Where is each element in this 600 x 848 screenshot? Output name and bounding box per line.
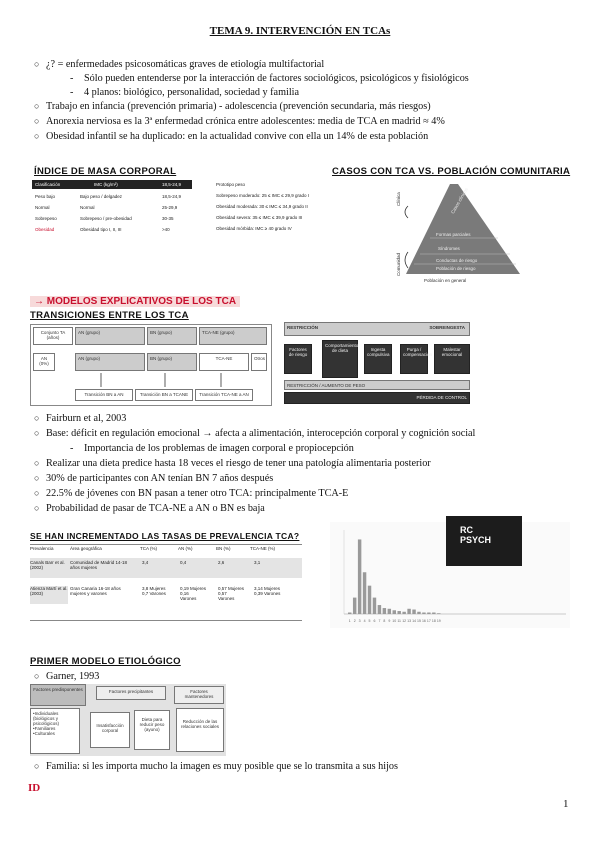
page-number: 1 xyxy=(563,798,569,810)
flow-box: Ingesta compulsiva xyxy=(364,344,392,374)
arrow-lines xyxy=(31,371,271,389)
table-cell: Atienza Martí et al. (2003) xyxy=(30,586,68,604)
rcpsych-logo xyxy=(446,516,522,566)
model-flow-diagram xyxy=(284,322,470,406)
pyramid-label: Síndromes xyxy=(438,246,460,251)
imc-cell: >40 xyxy=(162,227,170,232)
chart-tick-label: 1 xyxy=(348,619,351,623)
diagram-box: Otros xyxy=(251,353,267,371)
diagram-box: AN (grupo) xyxy=(75,327,145,345)
diagram-box: AN (grupo) xyxy=(75,353,145,371)
diagram-box: Conjunto TA (años) xyxy=(33,327,73,345)
list-item: ○ Trabajo en infancia (prevención primaria) - adolescencia (prevención secundaria, más riesgos) xyxy=(34,101,431,112)
chart-bar xyxy=(388,609,391,614)
table-cell: 0,19 Mujeres 0,16 Varones xyxy=(180,586,206,601)
chart-bar xyxy=(363,572,366,614)
imc-cell: 30-35 xyxy=(162,216,174,221)
side-label-comunidad: Comunidad xyxy=(396,252,401,276)
table-cell: Gran Canaria 16-18 años mujeres y varones xyxy=(70,586,121,596)
chart-bar xyxy=(397,611,400,614)
caption-box: Transición BN a TCANE xyxy=(135,389,193,401)
caption-box: Transición TCA-NE a AN xyxy=(195,389,253,401)
diagram-box: BN (grupo) xyxy=(147,353,197,371)
chart-bar xyxy=(368,586,371,614)
flow-box: Malestar emocional xyxy=(434,344,470,374)
imc-header-3: 18,5-24,9 xyxy=(162,182,182,187)
imc-note: Sobrepeso moderado: 25 ≤ IMC ≤ 29,9 grado I xyxy=(216,193,309,198)
chart-tick-label: 13 xyxy=(407,619,412,623)
top-band-label: RESTRICCIÓN xyxy=(287,325,319,330)
precipitantes-box: Dieta para reducir peso (ayuno) xyxy=(134,710,170,750)
list-item: ○ Anorexia nerviosa es la 3ª enfermedad crónica entre adolescentes: media de TCA en madrid ≈ 4% xyxy=(34,116,445,127)
chart-bar xyxy=(412,610,415,614)
table-cell: 2,6 xyxy=(218,560,225,565)
table-cell: 3,14 Mujeres 0,39 Varones xyxy=(254,586,281,596)
caption-box: Transición BN a AN xyxy=(75,389,133,401)
flow-box: Purga / compensación xyxy=(400,344,428,374)
table-cell: Canals Barr et al. (2002) xyxy=(30,560,65,570)
chart-bar xyxy=(402,612,405,614)
chart-tick-label: 3 xyxy=(358,619,361,623)
chart-bar xyxy=(353,598,356,614)
casos-heading: CASOS CON TCA VS. POBLACIÓN COMUNITARIA xyxy=(332,166,571,177)
list-item: ○ Obesidad infantil se ha duplicado: en la actualidad convive con ella un 14% de esta población xyxy=(34,131,429,142)
chart-tick-label: 4 xyxy=(363,619,366,623)
diagram-box: BN (grupo) xyxy=(147,327,197,345)
list-item: ○ Base: déficit en regulación emocional → afecta a alimentación, interocepción corporal y cognición social xyxy=(34,428,476,439)
list-item: ○ 22.5% de jóvenes con BN pasan a tener otro TCA: principalmente TCA-E xyxy=(34,488,349,499)
side-label-clinica: Clínica xyxy=(396,192,401,206)
top-band xyxy=(284,322,470,336)
chart-tick-label: 18 xyxy=(431,619,436,623)
imc-cell: 25-29,9 xyxy=(162,205,178,210)
logo-text-1: RC xyxy=(460,525,473,535)
list-item: ○ Realizar una dieta predice hasta 18 veces el riesgo de tener una patología alimentaria posterior xyxy=(34,458,431,469)
imc-note: Obesidad moderada: 30 ≤ IMC ≤ 34,9 grado II xyxy=(216,204,308,209)
chart-bar xyxy=(407,609,410,614)
chart-bar xyxy=(358,539,361,614)
mantenedores-box: Reducción de las relaciones sociales xyxy=(176,708,224,752)
imc-note: Obesidad severa: 35 ≤ IMC ≤ 39,9 grado III xyxy=(216,215,303,220)
table-cell: 0,57 Mujeres 0,57 Varones xyxy=(218,586,244,601)
chart-bar xyxy=(427,613,430,614)
imc-cell: Obesidad xyxy=(35,227,55,232)
modelos-subheading: TRANSICIONES ENTRE LOS TCA xyxy=(30,310,189,321)
chart-tick-label: 11 xyxy=(397,619,402,623)
chart-tick-label: 12 xyxy=(402,619,407,623)
imc-cell: 18,5-24,9 xyxy=(162,194,182,199)
table-cell: 3,8 Mujeres 0,7 Varones xyxy=(142,586,166,596)
chart-tick-label: 19 xyxy=(436,619,441,623)
chart-tick-label: 8 xyxy=(383,619,386,623)
table-header: BN (%) xyxy=(216,546,231,551)
list-item: ○ Familia: si les importa mucho la imagen es muy posible que se lo transmita a sus hijos xyxy=(34,761,398,772)
chart-bar xyxy=(393,610,396,614)
chart-bar xyxy=(437,613,440,614)
logo-text-2: PSYCH xyxy=(460,535,492,545)
list-item: ○ 30% de participantes con AN tenían BN 7 años después xyxy=(34,473,274,484)
list-item: - 4 planos: biológico, personalidad, sociedad y familia xyxy=(70,87,300,98)
bottom-band: RESTRICCIÓN / AUMENTO DE PESO xyxy=(284,380,470,390)
list-item: ○ Probabilidad de pasar de TCA-NE a AN o BN es baja xyxy=(34,503,265,514)
prevalencia-table xyxy=(30,544,302,624)
chart-tick-label: 14 xyxy=(412,619,417,623)
list-item: ○ Garner, 1993 xyxy=(34,671,100,682)
table-header: TCA (%) xyxy=(140,546,158,551)
col-label: Factores mantenedores xyxy=(174,686,224,704)
col-label: Factores predisponentes xyxy=(30,684,86,706)
top-band-right-label: SOBREINGESTA xyxy=(429,325,465,330)
imc-notes xyxy=(216,180,326,238)
pyramid-label: Población en general xyxy=(424,278,467,283)
imc-cell: Sobrepeso / pre-obesidad xyxy=(80,216,132,221)
imc-cell: Normal xyxy=(35,205,50,210)
imc-heading: ÍNDICE DE MASA CORPORAL xyxy=(34,166,177,177)
table-cell: Comunidad de Madrid 14-18 años mujeres xyxy=(70,560,128,570)
chart-bar xyxy=(373,598,376,614)
chart-bar xyxy=(348,613,351,614)
chart-tick-label: 17 xyxy=(426,619,431,623)
diagram-box: TCA-NE (grupo) xyxy=(199,327,267,345)
chart-tick-label: 10 xyxy=(392,619,397,623)
chart-bar xyxy=(417,612,420,614)
bracket-icon xyxy=(405,252,408,268)
chart-tick-label: 2 xyxy=(353,619,356,623)
precipitantes-box: Insatisfacción corporal xyxy=(90,712,130,748)
table-cell: 0,4 xyxy=(180,560,187,565)
predisponentes-box: •Individuales (biológicos y psicológicos) •Familiares •Culturales xyxy=(30,708,80,754)
garner-diagram xyxy=(30,684,226,756)
chart-tick-label: 5 xyxy=(368,619,371,623)
table-header: AN (%) xyxy=(178,546,193,551)
imc-header-1: Clasificación xyxy=(35,182,61,187)
author-initials: ID xyxy=(28,782,41,794)
prevalencia-heading: SE HAN INCREMENTADO LAS TASAS DE PREVALENCIA TCA? xyxy=(30,531,300,541)
list-item: - Sólo pueden entenderse por la interacción de factores sociológicos, psicológicos y fisiológicos xyxy=(70,73,469,84)
table-cell: 3,4 xyxy=(142,560,149,565)
transition-diagram xyxy=(30,324,272,406)
pyramid-label: Formas parciales xyxy=(436,232,471,237)
table-header: Área geográfica xyxy=(70,546,102,551)
imc-header-2: IMC (kg/m²) xyxy=(94,182,118,187)
imc-note: Prototipo peso xyxy=(216,182,246,187)
bottom-band-2: PÉRDIDA DE CONTROL xyxy=(284,392,470,404)
chart-tick-label: 16 xyxy=(421,619,426,623)
flow-box: Comportamiento de dieta xyxy=(322,340,358,378)
table-header: TCA-NE (%) xyxy=(250,546,275,551)
pyramid-label: Conductas de riesgo xyxy=(436,258,478,263)
list-item: ○ ¿? = enfermedades psicosomáticas graves de etiología multifactorial xyxy=(34,59,325,70)
diagram-box: TCA-NE xyxy=(199,353,249,371)
col-label: Factores precipitantes xyxy=(96,686,166,700)
list-item: - Importancia de los problemas de imagen corporal e propiocepción xyxy=(70,443,354,454)
chart-tick-label: 7 xyxy=(378,619,381,623)
imc-cell: Sobrepeso xyxy=(35,216,57,221)
modelos-heading xyxy=(30,296,240,307)
flow-box: Factores de riesgo xyxy=(284,344,312,374)
imc-note: Obesidad mórbida: IMC ≥ 40 grado IV xyxy=(216,226,292,231)
chart-bar xyxy=(422,613,425,614)
chart-tick-label: 15 xyxy=(417,619,421,623)
list-item: ○ Fairburn et al, 2003 xyxy=(34,413,127,424)
table-header: Prevalencia xyxy=(30,546,54,551)
imc-table xyxy=(32,180,192,238)
chart-bar xyxy=(378,605,381,614)
imc-cell: Peso bajo xyxy=(35,194,56,199)
imc-cell: Obesidad tipo I, II, III xyxy=(80,227,122,232)
page-title: TEMA 9. INTERVENCIÓN EN TCAs xyxy=(209,25,391,37)
pyramid-label: Población de riesgo xyxy=(436,266,476,271)
chart-tick-label: 6 xyxy=(373,619,376,623)
chart-bar xyxy=(383,608,386,614)
diagram-box: AN (0%) xyxy=(33,353,55,371)
pyramid-label: Casos clínicos xyxy=(450,186,469,215)
bracket-icon xyxy=(405,206,408,218)
chart-bar xyxy=(432,613,435,614)
primer-heading: PRIMER MODELO ETIOLÓGICO xyxy=(30,656,181,667)
modelos-heading-text: → MODELOS EXPLICATIVOS DE LOS TCA xyxy=(34,296,237,307)
chart-tick-label: 9 xyxy=(388,619,391,623)
table-cell: 3,1 xyxy=(254,560,261,565)
imc-cell: Bajo peso / delgadez xyxy=(80,194,123,199)
imc-cell: Normal xyxy=(80,205,95,210)
